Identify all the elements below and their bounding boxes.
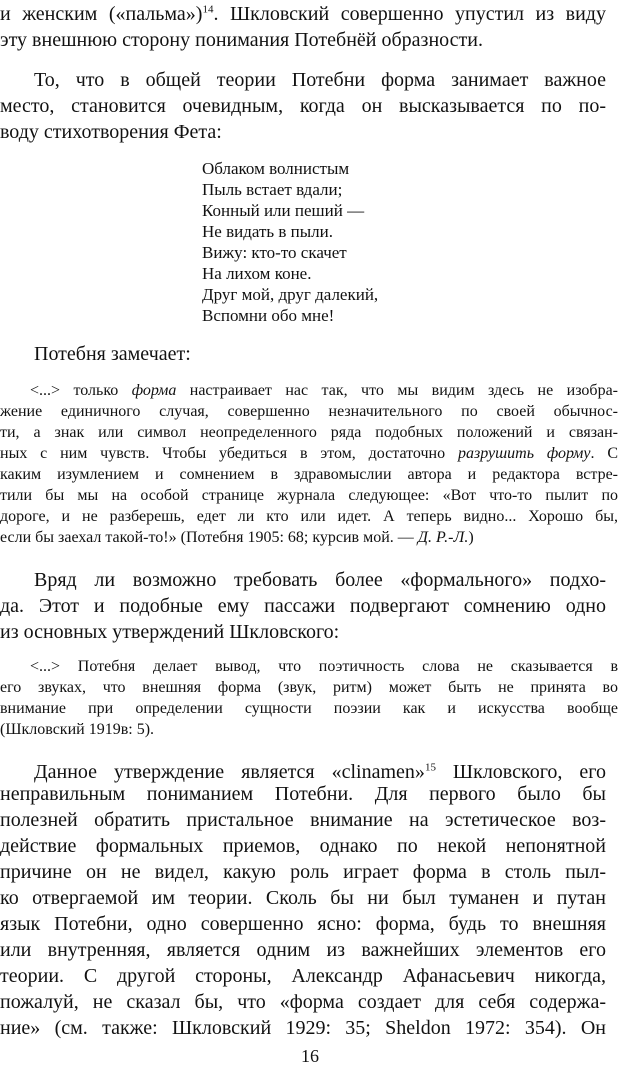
text-span: Шкловского, его — [435, 761, 606, 783]
emphasis: форма — [131, 382, 177, 399]
poem-line: Не видать в пыли. — [202, 222, 334, 241]
text-span: . Шкловский совершенно упустил из виду — [213, 3, 606, 25]
page-number: 16 — [301, 1046, 319, 1066]
text-span: настраивает нас так, что мы видим здесь не изобра- — [176, 382, 619, 399]
quote-line — [0, 527, 618, 548]
quote-line: <...> Потебня делает вывод, что поэтичность слова не сказывается в — [30, 658, 618, 675]
text-span: ) — [468, 529, 474, 546]
text-line: эту внешнюю сторону понимания Потебнёй образности. — [0, 29, 483, 51]
text-line: То, что в общей теории Потебни форма занимает важное — [34, 69, 606, 91]
text-line: язык Потебни, одно совершенно ясно: форма, будь то внешняя — [0, 913, 606, 935]
text-span: и женским («пальма») — [0, 3, 203, 25]
poem-line: Конный или пеший — — [202, 201, 365, 220]
text-line — [0, 0, 606, 28]
quote-line: жение единичного случая, совершенно незначительного по своей обычнос- — [0, 403, 618, 420]
footnote-ref: 14 — [202, 3, 214, 16]
poem-line: Пыль встает вдали; — [202, 180, 343, 199]
quote-line — [30, 380, 618, 401]
poem-line: Облаком волнистым — [202, 159, 350, 178]
emphasis: разрушить форму — [457, 445, 591, 462]
text-span: <...> только — [30, 382, 132, 399]
text-line: пожалуй, не сказал бы, что «форма создает для себя содержа- — [0, 991, 606, 1013]
quote-line: (Шкловский 1919в: 5). — [0, 721, 155, 738]
text-line: из основных утверждений Шкловского: — [0, 621, 340, 643]
quote-line: ти, а знак или символ неопределенного ряда подобных положений и связан- — [0, 424, 618, 441]
text-line: да. Этот и подобные ему пассажи подвергают сомнению одно — [0, 595, 606, 617]
text-line: ние» (см. также: Шкловский 1929: 35; Sheldon 1972: 354). Он — [0, 1017, 606, 1039]
text-line: место, становится очевидным, когда он высказывается по по- — [0, 95, 606, 117]
text-span: ных с ним чувств. Чтобы убедиться в этом, достаточно — [0, 445, 458, 462]
quote-line: внимание при определении сущности поэзии как и искусства вообще — [0, 700, 618, 717]
emphasis: Д. Р.-Л. — [417, 529, 469, 546]
quote-line: его звуках, что внешняя форма (звук, ритм) может быть не принята во — [0, 679, 618, 696]
text-line: причине он не видел, какую роль играет форма в столь пыл- — [0, 861, 606, 883]
poem-line: Вижу: кто-то скачет — [202, 243, 347, 262]
poem-line: На лихом коне. — [202, 264, 312, 283]
text-line: полезней обратить пристальное внимание на эстетическое воз- — [0, 809, 606, 831]
quote-line: тили бы мы на особой странице журнала следующее: «Вот что-то пылит по — [0, 487, 618, 504]
text-span: . С — [590, 445, 619, 462]
text-line: неправильным пониманием Потебни. Для первого было бы — [0, 783, 606, 805]
text-line: теории. С другой стороны, Александр Афанасьевич никогда, — [0, 965, 606, 987]
text-line: действие формальных приемов, однако по некой непонятной — [0, 835, 606, 857]
text-span: Данное утверждение является «clinamen» — [34, 761, 425, 783]
text-line: Потебня замечает: — [34, 343, 191, 365]
text-line: воду стихотворения Фета: — [0, 121, 222, 143]
text-span: если бы заехал такой-то!» (Потебня 1905: 68; курсив мой. — — [0, 529, 418, 546]
quote-line: дороге, и не разберешь, едет ли кто или идет. А теперь видно... Хорошо бы, — [0, 508, 618, 525]
text-line: Вряд ли возможно требовать более «формального» подхо- — [34, 569, 606, 591]
poem-line: Вспомни обо мне! — [202, 306, 335, 325]
quote-line: каким изумлением и сомнением в здравомыслии автора и редактора встре- — [0, 466, 618, 483]
text-line: ко отвергаемой им теории. Сколь бы ни был туманен и путан — [0, 887, 606, 909]
quote-line — [0, 443, 618, 464]
poem-line: Друг мой, друг далекий, — [202, 285, 379, 304]
footnote-ref: 15 — [424, 761, 436, 774]
text-line: или внутренняя, является одним из важнейших элементов его — [0, 939, 606, 961]
